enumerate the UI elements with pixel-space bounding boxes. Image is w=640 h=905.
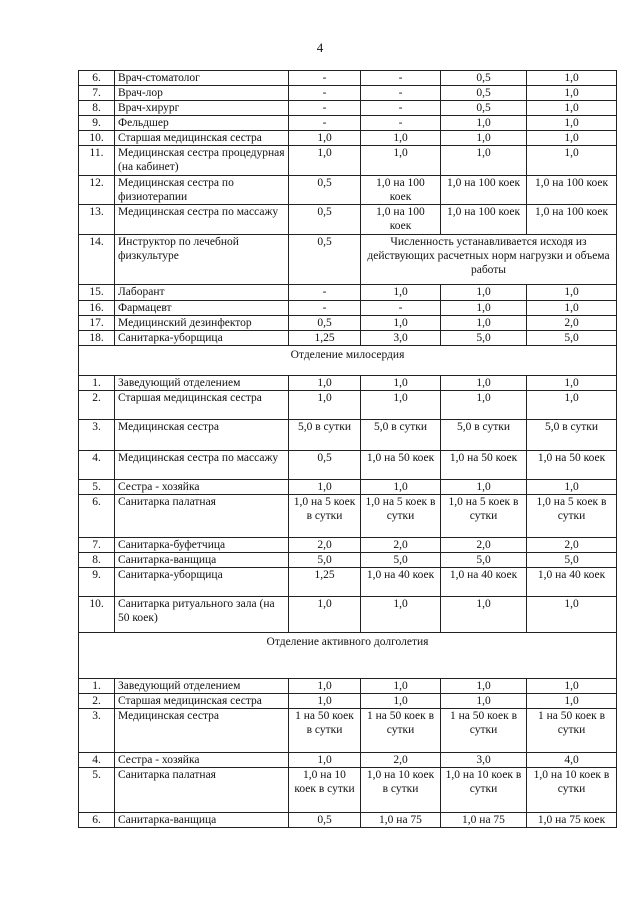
staff-value-col1: 1,0 [289, 131, 361, 146]
staff-value-col3: 1,0 [441, 391, 527, 420]
staff-value-col1: 1,0 [289, 391, 361, 420]
position-name: Медицинская сестра [115, 420, 289, 451]
staff-value-col4: 1,0 на 50 коек [527, 451, 617, 480]
staff-value-col4: 1,0 [527, 101, 617, 116]
position-name: Инструктор по лечебной физкультуре [115, 235, 289, 285]
staff-value-col4: 5,0 [527, 553, 617, 568]
staff-value-col2: 1,0 [361, 597, 441, 633]
table-row [79, 538, 617, 553]
staff-value-col2: 3,0 [361, 331, 441, 346]
table-row [79, 101, 617, 116]
row-number: 12. [79, 176, 115, 205]
staff-value-col4: 1,0 [527, 285, 617, 301]
staff-value-col2: 1,0 [361, 679, 441, 694]
staff-value-col2: 5,0 в сутки [361, 420, 441, 451]
staff-value-col2: - [361, 116, 441, 131]
staff-value-col3: 5,0 [441, 331, 527, 346]
position-name: Фельдшер [115, 116, 289, 131]
staff-value-col1: 1,0 [289, 694, 361, 709]
staff-value-col4: 1,0 [527, 391, 617, 420]
table-row [79, 86, 617, 101]
staff-value-col2: - [361, 86, 441, 101]
position-name: Санитарка-уборщица [115, 331, 289, 346]
staff-value-col2: 1,0 [361, 316, 441, 331]
staff-value-col1: 0,5 [289, 316, 361, 331]
position-name: Медицинская сестра по физиотерапии [115, 176, 289, 205]
staff-value-col3: 1,0 на 50 коек [441, 451, 527, 480]
row-number: 9. [79, 568, 115, 597]
position-name: Санитарка палатная [115, 768, 289, 813]
table-row [79, 71, 617, 86]
row-number: 13. [79, 205, 115, 235]
staff-value-col3: 5,0 [441, 553, 527, 568]
staff-value-col3: 1,0 [441, 316, 527, 331]
staff-value-col3: 1,0 [441, 285, 527, 301]
position-name: Медицинский дезинфектор [115, 316, 289, 331]
merged-note: Численность устанавливается исходя из действующих расчетных норм нагрузки и объема работы [361, 235, 617, 285]
row-number: 2. [79, 694, 115, 709]
table-row [79, 146, 617, 176]
row-number: 17. [79, 316, 115, 331]
table-row [79, 376, 617, 391]
staff-value-col1: 1,0 [289, 753, 361, 768]
staff-value-col1: - [289, 116, 361, 131]
row-number: 7. [79, 538, 115, 553]
staff-value-col1: 1,0 на 5 коек в сутки [289, 495, 361, 538]
row-number: 5. [79, 480, 115, 495]
table-row [79, 316, 617, 331]
row-number: 3. [79, 709, 115, 753]
staff-value-col4: 1,0 на 100 коек [527, 176, 617, 205]
staff-value-col2: 2,0 [361, 538, 441, 553]
staff-value-col4: 4,0 [527, 753, 617, 768]
row-number: 3. [79, 420, 115, 451]
row-number: 16. [79, 301, 115, 316]
staff-value-col1: - [289, 86, 361, 101]
staff-value-col1: 1,0 [289, 480, 361, 495]
row-number: 15. [79, 285, 115, 301]
position-name: Заведующий отделением [115, 376, 289, 391]
staff-value-col4: 1 на 50 коек в сутки [527, 709, 617, 753]
staff-value-col1: 0,5 [289, 813, 361, 828]
staff-value-col1: 5,0 в сутки [289, 420, 361, 451]
staff-value-col3: 5,0 в сутки [441, 420, 527, 451]
staff-value-col4: 1,0 [527, 694, 617, 709]
table-row [79, 451, 617, 480]
staff-value-col2: 2,0 [361, 753, 441, 768]
staff-value-col3: 1,0 [441, 694, 527, 709]
staff-value-col1: 1,0 [289, 146, 361, 176]
staff-value-col2: 1,0 на 40 коек [361, 568, 441, 597]
section-header-row [79, 346, 617, 376]
staff-value-col4: 1,0 [527, 131, 617, 146]
staff-value-col1: 2,0 [289, 538, 361, 553]
position-name: Сестра - хозяйка [115, 480, 289, 495]
row-number: 10. [79, 131, 115, 146]
staff-value-col1: 1,0 [289, 679, 361, 694]
table-row [79, 131, 617, 146]
staffing-table-body [79, 71, 617, 828]
staff-value-col4: 1,0 [527, 301, 617, 316]
row-number: 8. [79, 553, 115, 568]
section-title: Отделение милосердия [79, 346, 617, 376]
staff-value-col4: 1,0 на 75 коек [527, 813, 617, 828]
position-name: Фармацевт [115, 301, 289, 316]
position-name: Лаборант [115, 285, 289, 301]
staff-value-col4: 1,0 на 5 коек в сутки [527, 495, 617, 538]
row-number: 6. [79, 495, 115, 538]
staff-value-col3: 1,0 [441, 146, 527, 176]
staff-value-col1: - [289, 71, 361, 86]
table-row [79, 205, 617, 235]
staff-value-col3: 1,0 на 5 коек в сутки [441, 495, 527, 538]
staff-value-col3: 1,0 [441, 480, 527, 495]
row-number: 7. [79, 86, 115, 101]
staff-value-col3: 1,0 [441, 597, 527, 633]
row-number: 18. [79, 331, 115, 346]
table-row [79, 285, 617, 301]
staff-value-col4: 1,0 [527, 71, 617, 86]
staff-value-col2: 1,0 на 50 коек [361, 451, 441, 480]
position-name: Медицинская сестра по массажу [115, 451, 289, 480]
row-number: 1. [79, 679, 115, 694]
row-number: 10. [79, 597, 115, 633]
staff-value-col1: 0,5 [289, 451, 361, 480]
position-name: Старшая медицинская сестра [115, 131, 289, 146]
staff-value-col2: 1,0 [361, 694, 441, 709]
table-row [79, 176, 617, 205]
staff-value-col1: 0,5 [289, 176, 361, 205]
staff-value-col2: 1,0 [361, 391, 441, 420]
staff-value-col1: - [289, 101, 361, 116]
staff-value-col4: 1,0 [527, 679, 617, 694]
section-header-row [79, 633, 617, 679]
section-title: Отделение активного долголетия [79, 633, 617, 679]
staff-value-col3: 1,0 [441, 376, 527, 391]
staff-value-col4: 1,0 на 40 коек [527, 568, 617, 597]
staff-value-col2: 1,0 [361, 285, 441, 301]
staff-value-col3: 1,0 на 40 коек [441, 568, 527, 597]
staff-value-col3: 1,0 [441, 131, 527, 146]
table-row [79, 597, 617, 633]
row-number: 9. [79, 116, 115, 131]
staff-value-col4: 1,0 [527, 146, 617, 176]
staff-value-col4: 2,0 [527, 316, 617, 331]
staff-value-col2: 5,0 [361, 553, 441, 568]
staff-value-col4: 1,0 на 100 коек [527, 205, 617, 235]
staff-value-col3: 1 на 50 коек в сутки [441, 709, 527, 753]
row-number: 4. [79, 753, 115, 768]
position-name: Старшая медицинская сестра [115, 391, 289, 420]
position-name: Санитарка-буфетчица [115, 538, 289, 553]
table-row [79, 709, 617, 753]
staff-value-col4: 1,0 [527, 86, 617, 101]
row-number: 4. [79, 451, 115, 480]
position-name: Санитарка-ванщица [115, 553, 289, 568]
staff-value-col4: 2,0 [527, 538, 617, 553]
staff-value-col1: - [289, 285, 361, 301]
staff-value-col1: 1,0 на 10 коек в сутки [289, 768, 361, 813]
position-name: Санитарка ритуального зала (на 50 коек) [115, 597, 289, 633]
position-name: Врач-хирург [115, 101, 289, 116]
position-name: Санитарка палатная [115, 495, 289, 538]
table-row [79, 813, 617, 828]
position-name: Заведующий отделением [115, 679, 289, 694]
staff-value-col4: 5,0 в сутки [527, 420, 617, 451]
staff-value-col3: 1,0 [441, 679, 527, 694]
table-row [79, 331, 617, 346]
staff-value-col3: 0,5 [441, 86, 527, 101]
staff-value-col2: 1,0 [361, 480, 441, 495]
staff-value-col3: 1,0 [441, 116, 527, 131]
staff-value-col2: - [361, 301, 441, 316]
row-number: 8. [79, 101, 115, 116]
staff-value-col2: 1,0 на 75 [361, 813, 441, 828]
row-number: 5. [79, 768, 115, 813]
table-row [79, 420, 617, 451]
staff-value-col3: 1,0 [441, 301, 527, 316]
staff-value-col4: 1,0 [527, 376, 617, 391]
position-name: Медицинская сестра процедурная (на кабинет) [115, 146, 289, 176]
table-row [79, 768, 617, 813]
position-name: Медицинская сестра [115, 709, 289, 753]
staff-value-col2: 1,0 на 100 коек [361, 205, 441, 235]
staff-value-col1: 1,0 [289, 597, 361, 633]
row-number: 14. [79, 235, 115, 285]
table-row [79, 480, 617, 495]
staff-value-col2: - [361, 71, 441, 86]
table-row [79, 391, 617, 420]
staff-value-col1: - [289, 301, 361, 316]
table-row [79, 116, 617, 131]
row-number: 6. [79, 71, 115, 86]
staff-value-col2: 1,0 на 100 коек [361, 176, 441, 205]
staff-value-col3: 3,0 [441, 753, 527, 768]
position-name: Старшая медицинская сестра [115, 694, 289, 709]
table-row [79, 568, 617, 597]
table-row [79, 235, 617, 285]
staff-value-col4: 5,0 [527, 331, 617, 346]
staff-value-col3: 1,0 на 100 коек [441, 205, 527, 235]
staff-value-col2: 1 на 50 коек в сутки [361, 709, 441, 753]
staff-value-col3: 1,0 на 75 [441, 813, 527, 828]
staffing-table [78, 70, 617, 828]
position-name: Врач-стоматолог [115, 71, 289, 86]
row-number: 1. [79, 376, 115, 391]
table-row [79, 495, 617, 538]
staff-value-col4: 1,0 [527, 480, 617, 495]
staff-value-col1: 1,25 [289, 331, 361, 346]
staff-value-col4: 1,0 [527, 116, 617, 131]
staff-value-col1: 0,5 [289, 205, 361, 235]
position-name: Сестра - хозяйка [115, 753, 289, 768]
staff-value-col2: 1,0 [361, 146, 441, 176]
staff-value-col4: 1,0 [527, 597, 617, 633]
table-row [79, 753, 617, 768]
staff-value-col1: 0,5 [289, 235, 361, 285]
staff-value-col2: 1,0 на 5 коек в сутки [361, 495, 441, 538]
staff-value-col3: 0,5 [441, 101, 527, 116]
table-row [79, 553, 617, 568]
table-row [79, 679, 617, 694]
staff-value-col3: 1,0 на 10 коек в сутки [441, 768, 527, 813]
row-number: 6. [79, 813, 115, 828]
row-number: 11. [79, 146, 115, 176]
staff-value-col2: - [361, 101, 441, 116]
staff-value-col2: 1,0 на 10 коек в сутки [361, 768, 441, 813]
table-row [79, 694, 617, 709]
staff-value-col1: 1,0 [289, 376, 361, 391]
position-name: Санитарка-ванщица [115, 813, 289, 828]
staff-value-col2: 1,0 [361, 376, 441, 391]
position-name: Врач-лор [115, 86, 289, 101]
staff-value-col4: 1,0 на 10 коек в сутки [527, 768, 617, 813]
page-number: 4 [316, 40, 324, 55]
staff-value-col1: 1 на 50 коек в сутки [289, 709, 361, 753]
table-row [79, 301, 617, 316]
staff-value-col3: 2,0 [441, 538, 527, 553]
position-name: Медицинская сестра по массажу [115, 205, 289, 235]
staff-value-col1: 5,0 [289, 553, 361, 568]
staff-value-col3: 0,5 [441, 71, 527, 86]
staff-value-col3: 1,0 на 100 коек [441, 176, 527, 205]
staff-value-col2: 1,0 [361, 131, 441, 146]
staff-value-col1: 1,25 [289, 568, 361, 597]
position-name: Санитарка-уборщица [115, 568, 289, 597]
row-number: 2. [79, 391, 115, 420]
